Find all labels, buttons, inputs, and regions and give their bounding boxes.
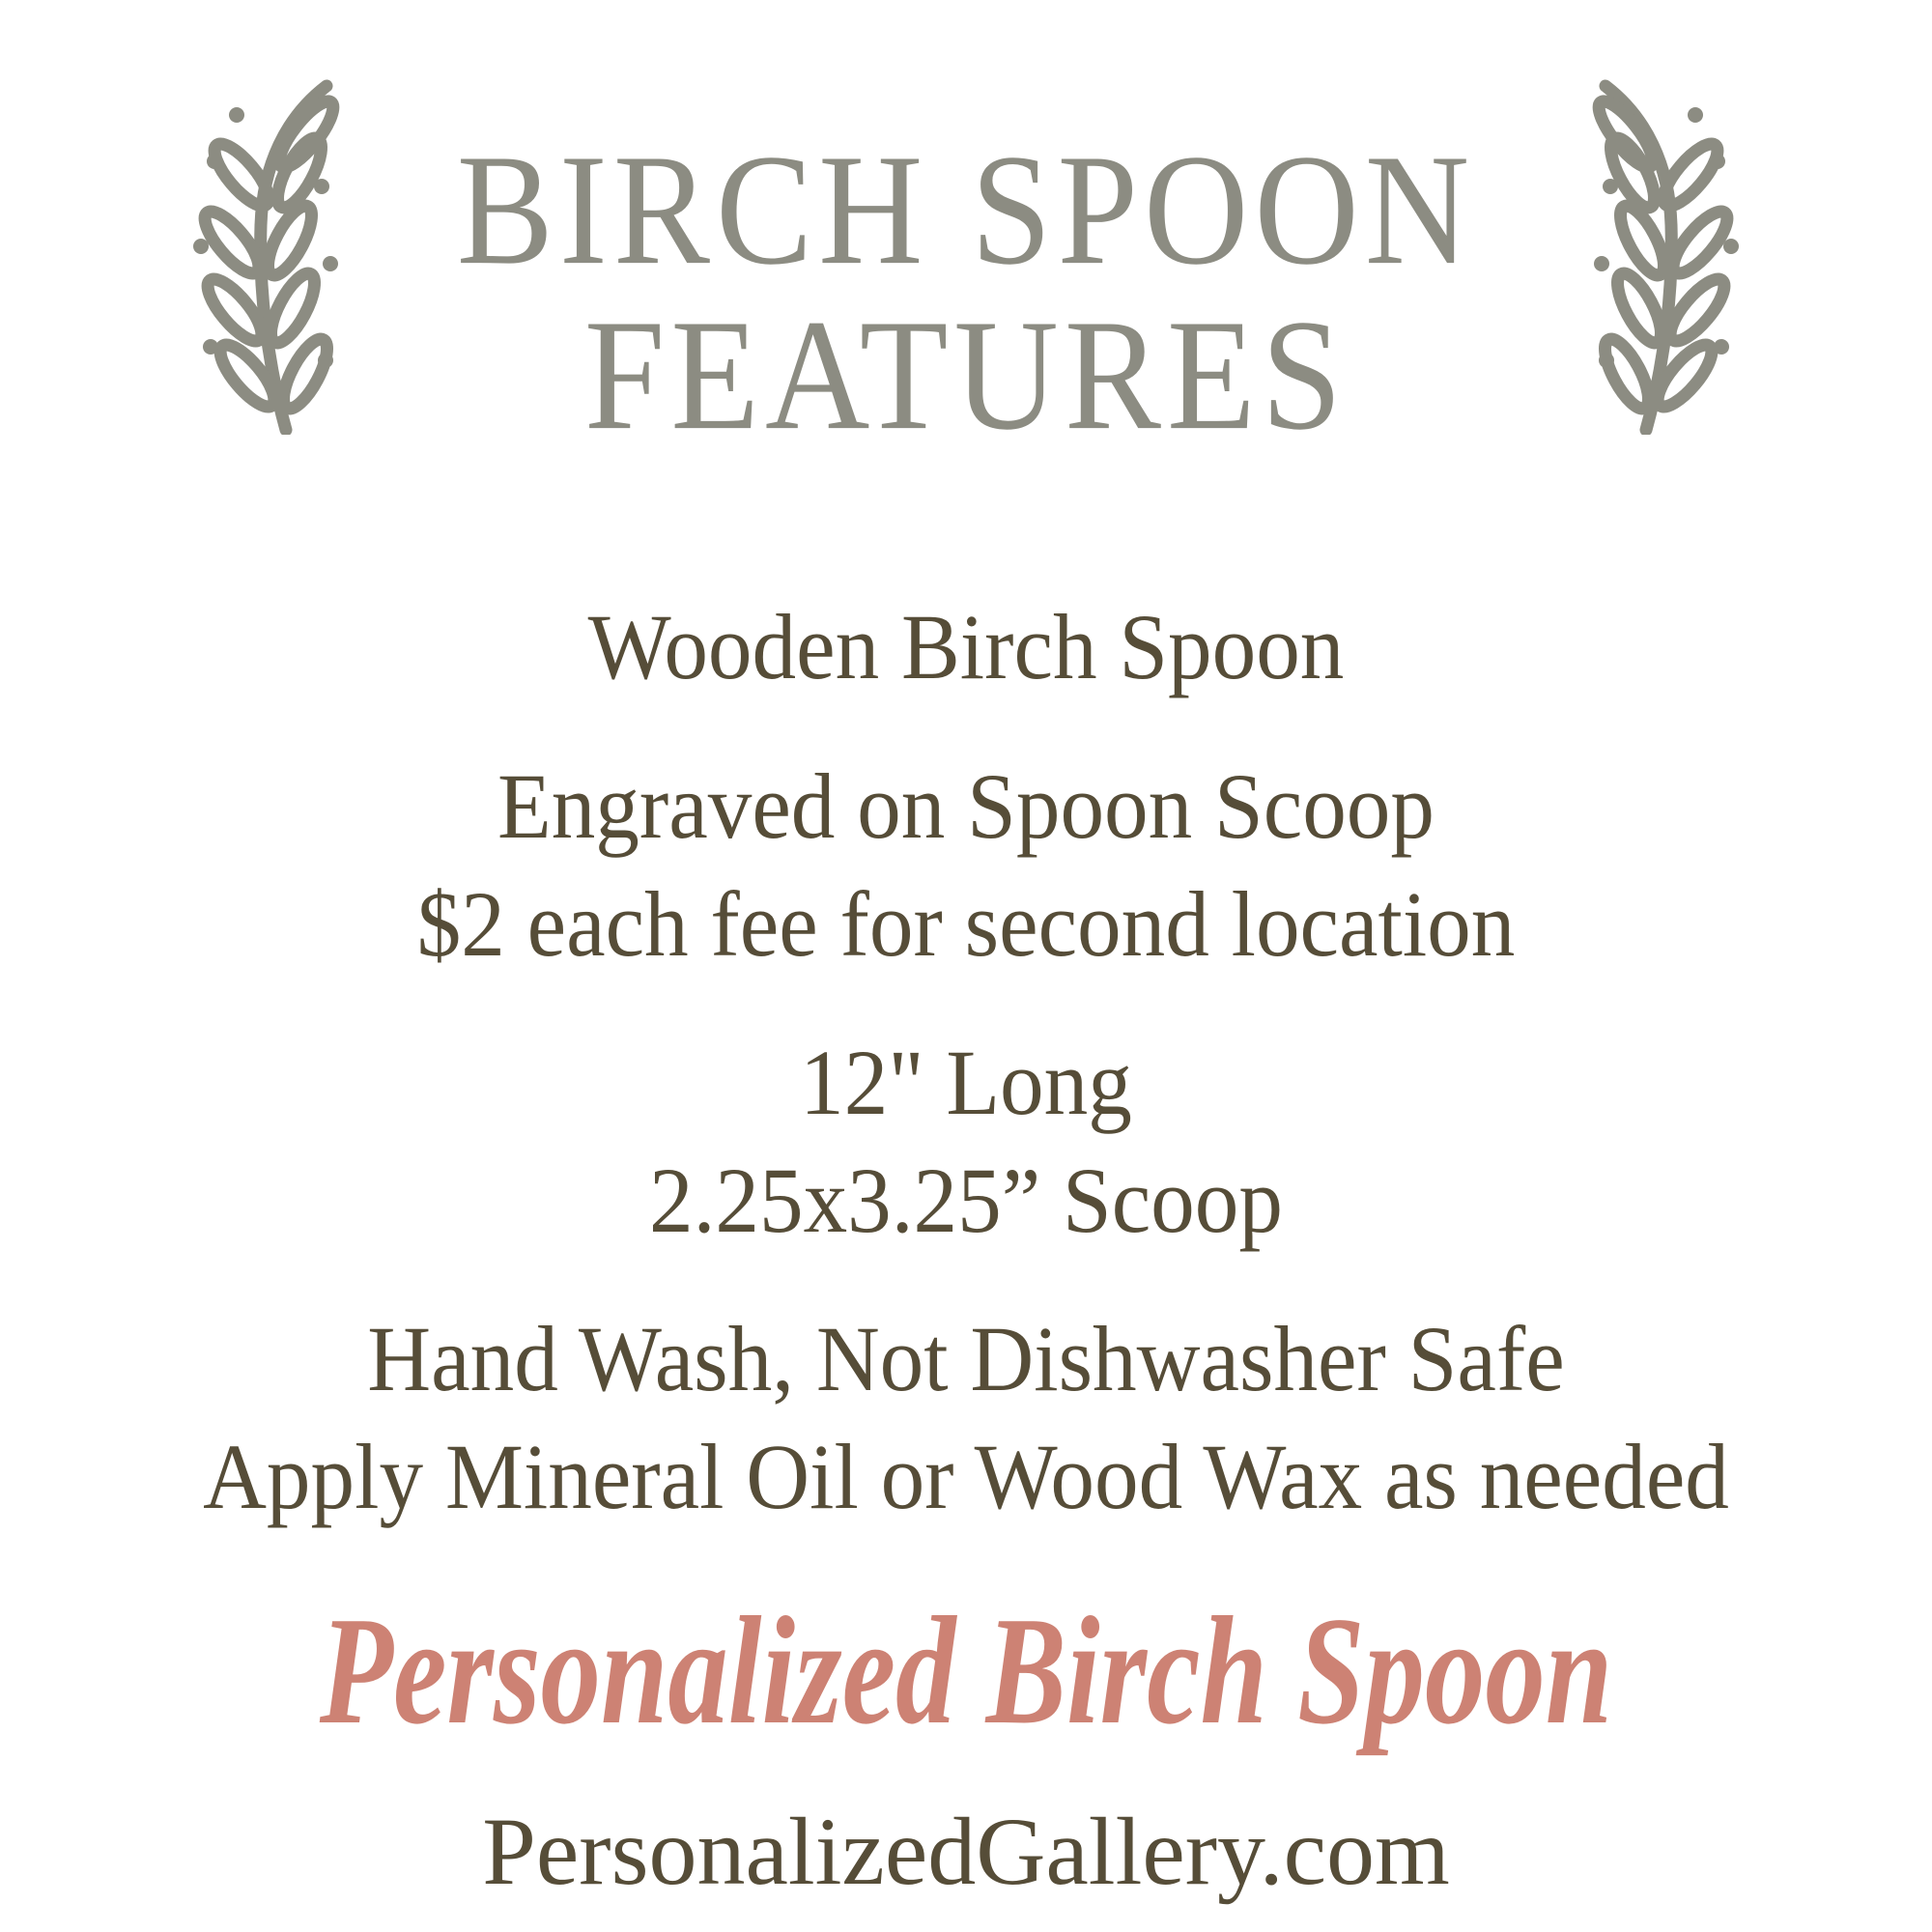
feature-group-dimensions — [0, 1024, 1932, 1260]
feature-line: $2 each fee for second location — [416, 872, 1516, 977]
feature-group-material — [0, 588, 1932, 706]
feature-line: Apply Mineral Oil or Wood Wax as needed — [203, 1425, 1729, 1529]
laurel-branch-right-icon — [1589, 72, 1768, 435]
feature-line: Hand Wash, Not Dishwasher Safe — [367, 1307, 1565, 1411]
feature-line: 12" Long — [800, 1031, 1132, 1135]
feature-group-engraving — [0, 748, 1932, 983]
laurel-branch-left-icon — [164, 72, 343, 435]
feature-line: Engraved on Spoon Scoop — [497, 753, 1435, 859]
title-line-1: BIRCH SPOON — [456, 122, 1476, 298]
features-list — [0, 588, 1932, 1536]
title-line-2: FEATURES — [583, 287, 1349, 464]
website-url: PersonalizedGallery.com — [482, 1797, 1450, 1905]
header — [0, 0, 1932, 464]
feature-line: 2.25x3.25” Scoop — [649, 1149, 1283, 1253]
feature-group-care — [0, 1300, 1932, 1536]
brand-script-text: Personalized Birch Spoon — [319, 1583, 1613, 1756]
page-title — [357, 122, 1575, 464]
feature-line: Wooden Birch Spoon — [587, 595, 1345, 699]
